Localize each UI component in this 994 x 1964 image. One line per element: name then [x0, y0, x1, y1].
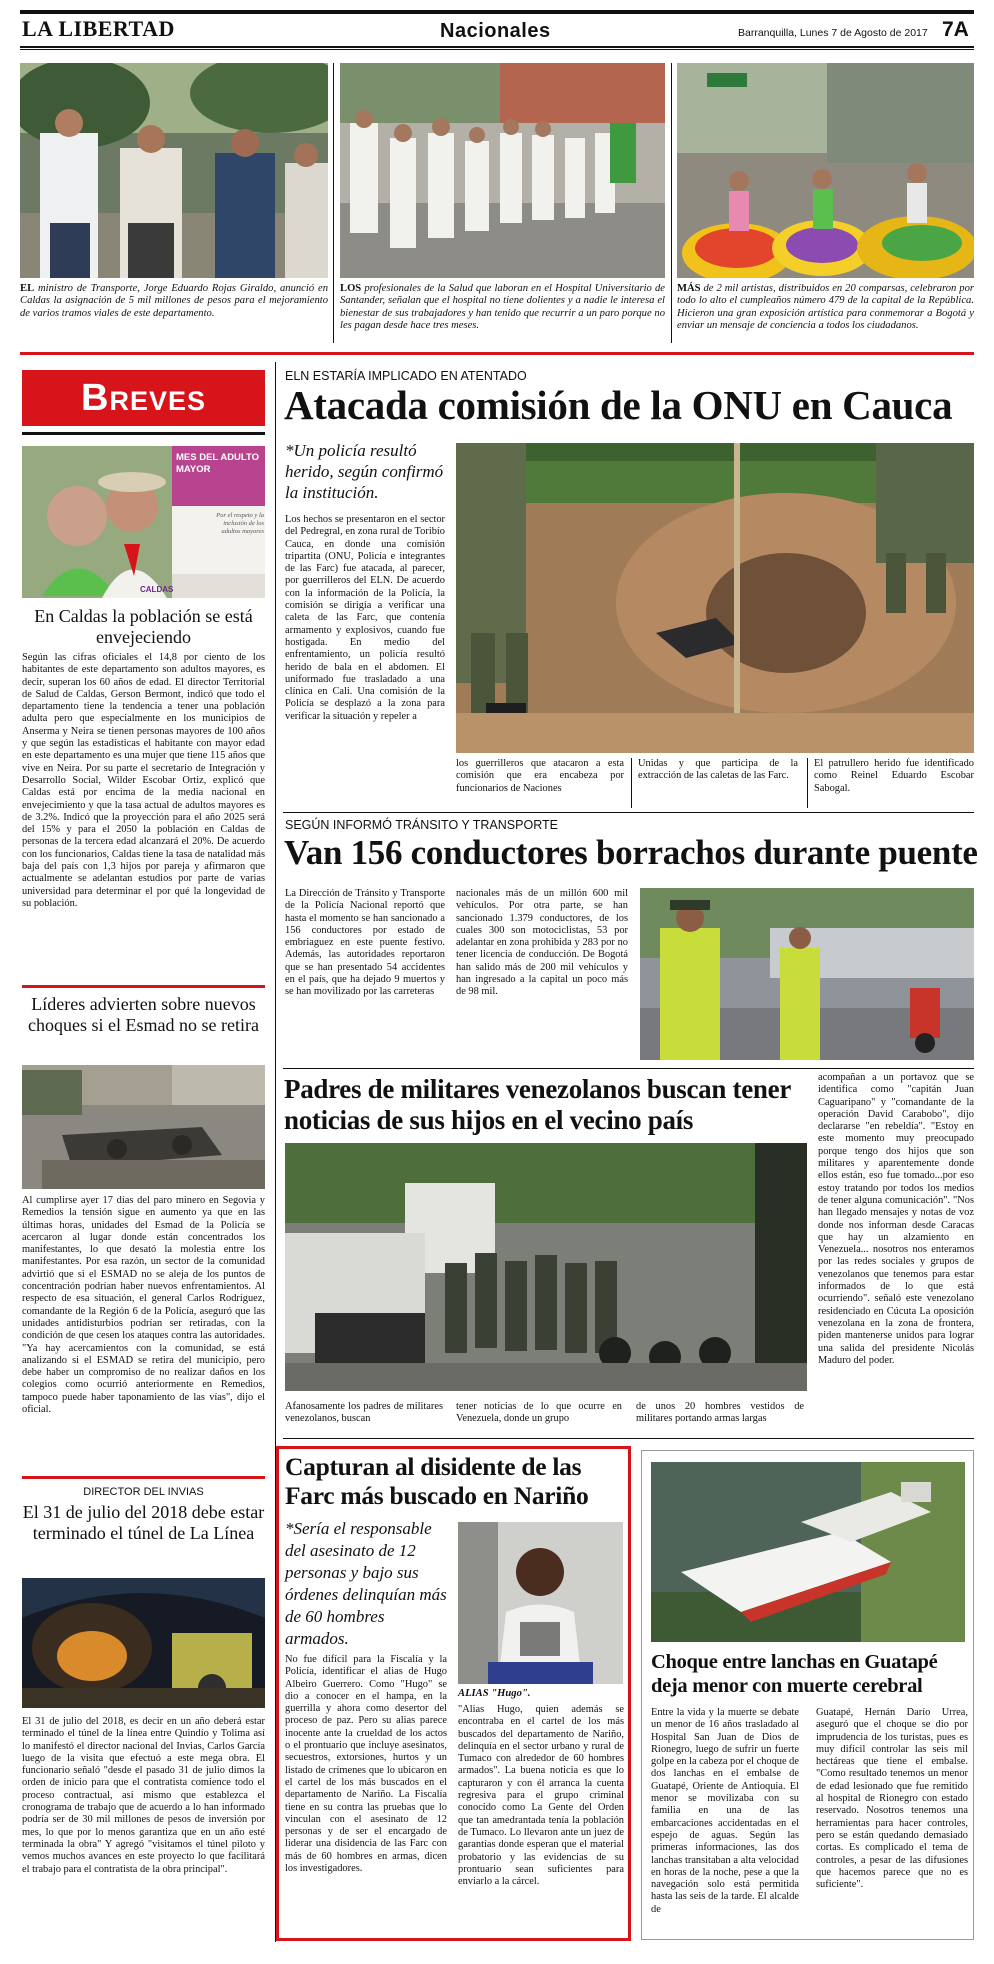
masthead: LA LIBERTAD — [22, 16, 175, 41]
breves-item3-kicker: DIRECTOR DEL INVIAS — [83, 1486, 204, 1498]
poster-title: MES DEL ADULTO MAYOR — [176, 452, 260, 475]
section-title: Nacionales — [440, 20, 551, 42]
story2-kicker: SEGÚN INFORMÓ TRÁNSITO Y TRANSPORTE — [285, 818, 558, 832]
story1-col4: El patrullero herido fue identificado como Reinel Eduardo Escobar Sabogal. — [814, 758, 974, 794]
guatape-boats-photo — [651, 1462, 965, 1642]
health-caption: LOS profesionales de la Salud que laboran en el Hospital Universitario de Santander, señalan que el hospital no tiene dolientes y a nadie le interesa el bienestar de sus trabajadores y han tenido que recurrir a un paro porque no les pagan desde hace tres meses. — [340, 283, 665, 332]
alias-hugo-caption: ALIAS "Hugo". — [458, 1688, 531, 1699]
minister-caption: EL ministro de Transporte, Jorge Eduardo Rojas Giraldo, anunció en Caldas la asignación de 5 mil millones de pesos para el mejoramiento de varios tramos viales de este departamento. — [20, 283, 328, 319]
breves-item1-headline: En Caldas la población se está envejeciendo — [34, 606, 253, 647]
story4-subhead: *Sería el responsable del asesinato de 12 personas y bajo sus órdenes delinquían más de 60 hombres armados. — [285, 1519, 447, 1648]
poster-brand: CALDAS — [140, 585, 174, 594]
story3-right-col: acompañan a un portavoz que se identifica como "capitán Juan Caguaripano" y "comandante de la operación David Carabobo", dijo declararse "en rebeldía". "Estoy en este momento muy preocupado porque tengo dos hijos que son militares y aparentemente donde ellos están, eso fue tomado...por eso estoy tratando por todos los medios de tener alguna comunicación". "Nos han llegado mensajes y notas de voz donde nos informan desde Caracas que hay un alzamiento en Venezuela... nosotros nos enteramos por las redes sociales y grupos de venezolanos que tenemos para estar informados de lo que está ocurriendo". señaló este venezolano residenciado en Cúcuta La oposición venezolana en la zona de frontera, piden mantenerse unidos para lograr una salida del presidente Nicolás Maduro del poder. — [818, 1072, 974, 1366]
story3-col2: tener noticias de lo que ocurre en Venezuela, donde un grupo — [456, 1401, 622, 1425]
breves-item2-headline: Líderes advierten sobre nuevos choques si el Esmad no se retira — [28, 994, 259, 1035]
breves-item3-headline: El 31 de julio del 2018 debe estar terminado el túnel de La Línea — [22, 1502, 265, 1543]
story3-col1: Afanosamente los padres de militares venezolanos, buscan — [285, 1401, 443, 1425]
story1-subhead: *Un policía resultó herido, según confirmó la institución. — [285, 441, 444, 502]
story1-col2: los guerrilleros que atacaron a esta comisión que era encabeza por funcionarios de Naciones — [456, 758, 624, 794]
dateline: Barranquilla, Lunes 7 de Agosto de 2017 — [738, 27, 928, 39]
page-number: 7A — [942, 18, 969, 41]
story1-kicker: ELN ESTARÍA IMPLICADO EN ATENTADO — [285, 369, 527, 383]
breves-label: Breves — [81, 376, 206, 419]
story4-col2: "Alias Hugo, quien además se encontraba en el cartel de los más buscados del departamento de Nariño, delinquía en el sector urbano y rural de Tumaco con alrededor de 60 hombres armados". La buena noticia es que lo capturaron y con él arranca la cuenta regresiva para el grupo criminal conocido como La Gente del Orden que tan amedrantada tenía la población de Tumaco. Lo llevaron ante un juez de garantías donde esperan que el material probatorio y las evidencias de su prontuario sean suficientes para enviarlo a la cárcel. — [458, 1704, 624, 1888]
onu-cauca-photo — [456, 443, 974, 753]
health-protest-photo — [340, 63, 665, 278]
story2-col1: La Dirección de Tránsito y Transporte de la Policía Nacional reportó que hasta el momento se han sancionado a 156 conductores por estado de embriaguez en este puente festivo. Además, las autoridades reportaron que se han presentado 54 accidentes en el país, que ha dejado 9 muertos y se han movilizado por las carreteras — [285, 888, 445, 998]
alias-hugo-photo — [458, 1522, 623, 1684]
mining-strike-photo — [22, 1065, 265, 1189]
story1-col3: Unidas y que participa de la extracción de las caletas de las Farc. — [638, 758, 798, 782]
story5-col2: Guatapé, Hernán Darío Urrea, aseguró que el choque se dio por imprudencia de los turistas, pues es muy difícil controlar las seis mil hectáreas que tiene el embalse. "Como resultado tenemos un menor de edad lesionado que fue remitido al hospital de Rionegro con estado reservado. Nosotros tenemos una herramientas para hacer controles, pero se están quedando demasiado cortas. Es complicado el tema de controles, a pesar de las difusiones que hacemos parece que no es suficiente". — [816, 1707, 968, 1891]
traffic-police-photo — [640, 888, 974, 1060]
breves-item3-body: El 31 de julio del 2018, es decir en un año deberá estar terminado el túnel de la línea entre Quindío y Tolima así lo manifestó el director nacional del Invias, Carlos García luego de la visita que efectuó a este mega obra. El funcionario señaló "desde el pasado 31 de julio dimos la orden de inicio para que el contratista comience todo el proceso contractual, así mismo que establezca el cronograma de trabajo que de acuerdo a lo han informado podría ser de 30 mil millones de pesos de inversión por mes, lo que por lo menos garantiza que en un año esté terminada la obra" Y agregó "visitamos el túnel piloto y vemos muchos avances en este proyecto lo que facilitará el trabajo para el contratista de la obra principal". — [22, 1716, 265, 1875]
parade-caption: MÁS de 2 mil artistas, distribuidos en 20 comparsas, celebraron por todo lo alto el cumpleaños número 479 de la capital de la República. Hicieron una gran exposición artística para conmemorar a Bogotá y enviar un mensaje de conciencia a todos los ciudadanos. — [677, 283, 974, 332]
story1-col1: Los hechos se presentaron en el sector del Pedregral, en zona rural de Toribío Cauca, en donde una comisión tripartita (ONU, Policía e integrantes de las Farc) fue atacada, al parecer, por guerrilleros del ELN. De acuerdo con la información de la Policía, la comisión se dirigía a verificar una caleta de las Farc, que contenía armamento y explosivos, cuando fue hostigada. En medio del enfrentamiento, un policía resultó herido de bala en el abdomen. El uniformado fue trasladado a una clínica en Cali. Una comisión de la Policía se desplazó a la zona para verificar la situación y repeler a — [285, 514, 445, 722]
story5-col1: Entre la vida y la muerte se debate un menor de 16 años trasladado al Hospital San Juan de Dios de Rionegro, luego de sufrir un fuerte golpe en la cabeza por el choque de dos lanchas en el embalse de Guatapé, Oriente de Antioquia. El menor se movilizaba con su familia en una de las embarcaciones accidentadas en el espejo de aguas. Según las primeras informaciones, las dos lanchas transitaban a alta velocidad en horas de la noche, pese a que la navegación solo está permitida hasta las seis de la tarde. El alcalde de — [651, 1707, 799, 1915]
breves-banner — [22, 370, 265, 426]
story3-headline: Padres de militares venezolanos buscan tener noticias de sus hijos en el vecino país — [284, 1074, 791, 1135]
tunnel-photo — [22, 1578, 265, 1708]
story4-col1: No fue difícil para la Fiscalía y la Policía, identificar el alias de Hugo Albeiro Guerrero. Como "Hugo" se dio a conocer en el hampa, en la guerrilla y ahora como desertor del proceso de paz. Pero su alias parece inocente ante la crueldad de los actos o el prontuario que incluye asesinatos, secuestros, extorsiones, hurtos y un listado de crímenes que lo ubicaron en el cartel de los más buscados en el departamento de Nariño. La Fiscalía tiene en su contra las pruebas que lo vinculan con el asesinato de 12 personas y de ser el encargado de liderar una disidencia de las Farc con más de 60 hombres en armas, dicen los investigadores. — [285, 1654, 447, 1875]
story2-headline: Van 156 conductores borrachos durante puente — [284, 833, 978, 872]
story2-col2: nacionales más de un millón 600 mil vehículos. Por otra parte, se han sancionado 1.379 conductores, de los cuales 300 son motociclistas, 53 por adelantar en zona prohibida y 283 por no tener licencia de conducción. De Bogotá han salido más de 200 mil vehículos y han ingresado a la capital un poco más de 98 mil. — [456, 888, 628, 998]
story3-col3: de unos 20 hombres vestidos de militares portando armas largas — [636, 1401, 804, 1425]
bogota-parade-photo — [677, 63, 974, 278]
poster-small-text: Por el respeto y la inclusión de los adultos mayores — [216, 512, 264, 535]
minister-photo — [20, 63, 328, 278]
venezuela-military-photo — [285, 1143, 807, 1391]
story1-headline: Atacada comisión de la ONU en Cauca — [284, 382, 953, 428]
breves-item2-body: Al cumplirse ayer 17 días del paro minero en Segovia y Remedios la tensión sigue en aumento ya que en las últimas horas, unidades del Esmad de la Policía se acercaron al lugar donde están concentrados los manifestantes, lo que desató la molestia entre los manifestantes. Por esa razón, un sector de la comunidad advirtió que si el ESMAD no se aleja de los puntos de concentración podrían haber nuevos enfrentamientos. Al respecto de esa situación, el general Carlos Rodríguez, comandante de la Región 6 de la Policía, aseguró que las unidades antidisturbios podrían ser retiradas, con la condición de que cesen los ataques contra las autoridades. "Ya hay acercamientos con la comunidad, se está analizando si el ESMAD se retira del municipio, pero debe haber un compromiso de no realizar daños en los colegios como ocurrió anteriormente en Remedios, tampoco puede haber taponamiento de las vías", dijo el oficial. — [22, 1195, 265, 1416]
breves-item1-body: Según las cifras oficiales el 14,8 por ciento de los habitantes de este departamento son adultos mayores, es decir, superan los 60 años de edad. El director Territorial de Salud de Caldas, Gerson Bermont, indicó que todo el departamento tiene la tendencia a tener una población adulta pero que especialmente en los municipios de Anserma y Neira se tienen personas mayores de 100 años y que según las estadísticas el habitante con mayor edad en este departamento es una mujer que tiene 115 años que vive en Neira. Por su parte el secretario de Integración y Desarrollo Social, Wilder Escobar Ortiz, explicó que Caldas está por encima de la media nacional en envejecimiento y que la tasa actual de adultos mayores es de 3.2%. Indicó que la proyección para el año 2025 será del 15% y para el 2050 la población en Caldas de personas de la tercera edad alcanzará el 20%. De acuerdo con los funcionarios, Caldas tiene la tasa de natalidad más baja del país con 1,3 hijos por pareja y afirmaron que actualmente se adelantan estudios por parte de varias universidad para determinar el por qué la longevidad de su población. — [22, 652, 265, 909]
story5-headline: Choque entre lanchas en Guatapé deja menor con muerte cerebral — [651, 1651, 938, 1697]
story4-headline: Capturan al disidente de las Farc más buscado en Nariño — [285, 1452, 589, 1510]
